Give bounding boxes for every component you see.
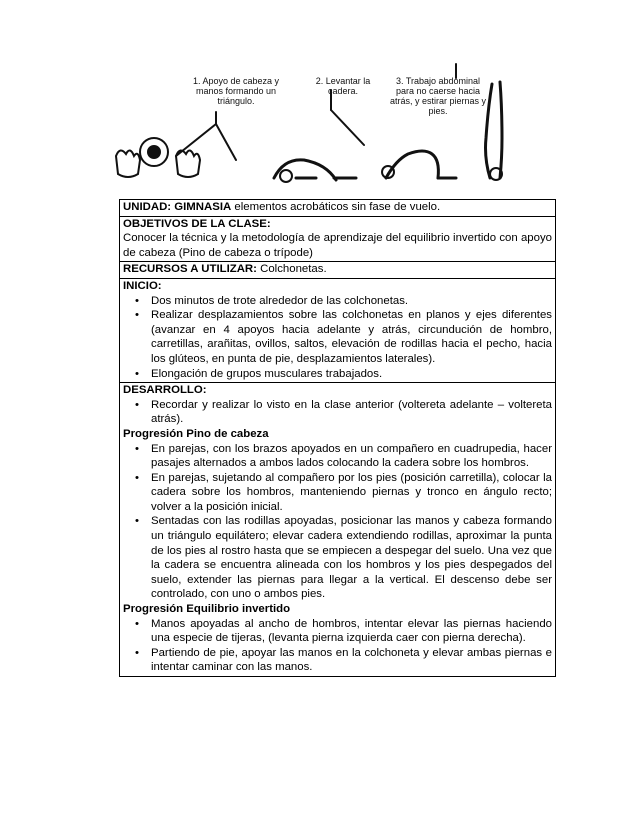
caption-step-3: 3. Trabajo abdominal para no caerse hacia atrás, y estirar piernas y pies. (389, 76, 487, 116)
desarrollo-list (123, 398, 552, 427)
row-objetivos (120, 216, 556, 262)
progresion-equilibrio-list (123, 617, 552, 675)
list-item: • En parejas, con los brazos apoyados en un compañero en cuadrupedia, hacer pasajes alternados a ambos lados colocando la cadera sobre los hombros. (123, 442, 552, 471)
list-item: • Elongación de grupos musculares trabajados. (123, 367, 552, 382)
list-item: • Partiendo de pie, apoyar las manos en la colchoneta y elevar ambas piernas e intentar caminar con las manos. (123, 646, 552, 675)
inicio-label: INICIO: (123, 279, 162, 292)
headstand-illustration (96, 60, 556, 200)
recursos-label: RECURSOS A UTILIZAR: (123, 263, 257, 276)
list-item: • Manos apoyadas al ancho de hombros, intentar elevar las piernas haciendo una especie de tijeras, (levanta pierna izquierda caer con pierna derecha). (123, 617, 552, 646)
unidad-text: elementos acrobáticos sin fase de vuelo. (231, 201, 441, 213)
list-item: • Dos minutos de trote alrededor de las colchonetas. (123, 294, 552, 309)
progresion-pino-list (123, 442, 552, 603)
row-recursos (120, 262, 556, 279)
caption-step-2: 2. Levantar la cadera. (315, 76, 371, 96)
unidad-label: UNIDAD: GIMNASIA (123, 201, 232, 213)
caption-step-1: 1. Apoyo de cabeza y manos formando un triángulo. (192, 76, 280, 106)
objetivos-text: Conocer la técnica y la metodología de aprendizaje del equilibrio invertido con apoyo de cabeza (Pino de cabeza o trípode) (123, 232, 552, 259)
list-item: • En parejas, sujetando al compañero por los pies (posición carretilla), colocar la cadera sobre los hombros, manteniendo piernas y tronco en ángulo recto; volver a la posición inicial. (123, 471, 552, 515)
inicio-list (123, 294, 552, 382)
row-desarrollo (120, 383, 556, 677)
objetivos-label: OBJETIVOS DE LA CLASE: (123, 217, 271, 230)
lesson-plan-table (119, 199, 556, 677)
list-item: • Realizar desplazamientos sobre las colchonetas en planos y ejes diferentes (avanzar en 4 apoyos hacia adelante y atrás, circundución de hombro, carretillas, arañitas, ovillos, saltos, elevación de rodillas hacia el pecho, hacia los glúteos, en punta de pie, desplazamientos laterales). (123, 308, 552, 366)
progresion-pino-title: Progresión Pino de cabeza (123, 427, 269, 440)
list-item: • Sentadas con las rodillas apoyadas, posicionar las manos y cabeza formando un triángulo equilátero; elevar cadera extendiendo rodillas, aproximar la punta de los pies al rostro hasta que se empiecen a despegar del suelo. Una vez que la cadera se encuentra alineada con los hombros y los pies despegados del suelo, extender las piernas para llegar a la vertical. El descenso debe ser controlado, con uno o ambos pies. (123, 514, 552, 602)
row-inicio (120, 278, 556, 382)
desarrollo-label: DESARROLLO: (123, 384, 207, 397)
list-item: • Recordar y realizar lo visto en la clase anterior (voltereta adelante – voltereta atrás). (123, 398, 552, 427)
progresion-equilibrio-title: Progresión Equilibrio invertido (123, 603, 291, 616)
recursos-text: Colchonetas. (256, 263, 327, 276)
row-unidad (120, 200, 556, 217)
